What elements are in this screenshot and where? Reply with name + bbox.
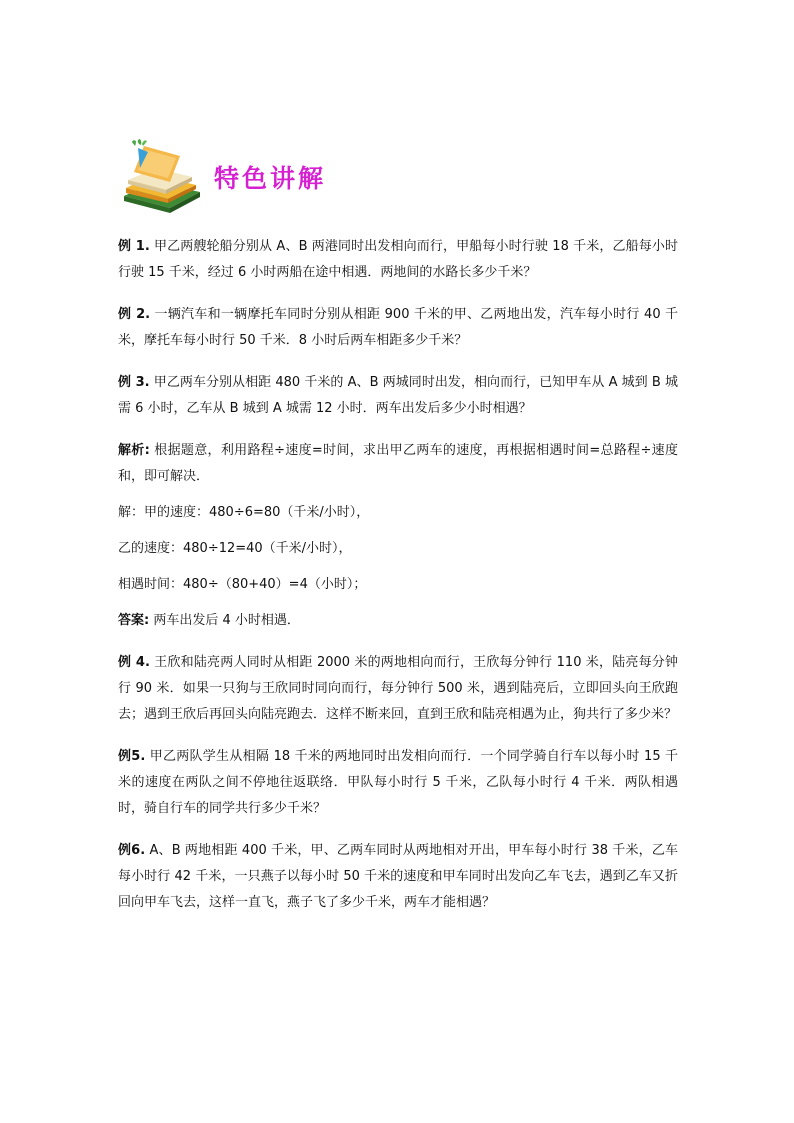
example-label: 例 2. <box>118 307 151 322</box>
example-label: 例 1. <box>118 239 150 254</box>
example-label: 例 4. <box>118 655 150 670</box>
analysis <box>118 438 678 490</box>
book-stack-with-carrot-icon <box>118 138 204 214</box>
answer-text: 两车出发后 4 小时相遇． <box>153 613 300 628</box>
example-label: 例6. <box>118 843 146 858</box>
analysis-label: 解析: <box>118 443 150 458</box>
section-title: 特色讲解 <box>214 164 327 193</box>
example-text: 王欣和陆亮两人同时从相距 2000 米的两地相向而行，王欣每分钟行 110 米，陆亮每分钟行 90 米．如果一只狗与王欣同时同向而行，每分钟行 500 米，遇到陆亮后，立即回头向王欣跑去；遇到王欣后再回头向陆亮跑去．这样不断来回，直到王欣和陆亮相遇为止，狗共行了多少米？ <box>118 655 678 722</box>
example-3 <box>118 370 678 422</box>
example-label: 例5. <box>118 749 146 764</box>
analysis-text: 根据题意，利用路程÷速度=时间，求出甲乙两车的速度，再根据相遇时间=总路程÷速度和，即可解决． <box>118 443 678 484</box>
example-label: 例 3. <box>118 375 150 390</box>
example-text: 甲乙两车分别从相距 480 千米的 A、B 两城同时出发，相向而行，已知甲车从 A 城到 B 城需 6 小时，乙车从 B 城到 A 城需 12 小时．两车出发后多少小时相遇？ <box>118 375 678 416</box>
example-6 <box>118 838 678 916</box>
document-body <box>118 234 678 932</box>
solution-line-2: 乙的速度：480÷12=40（千米/小时）， <box>118 541 352 556</box>
example-5 <box>118 744 678 822</box>
answer <box>118 608 678 634</box>
solution-line-1: 解：甲的速度：480÷6=80（千米/小时）， <box>118 505 370 520</box>
example-text: A、B 两地相距 400 千米，甲、乙两车同时从两地相对开出，甲车每小时行 38 千米，乙车每小时行 42 千米，一只燕子以每小时 50 千米的速度和甲车同时出发向乙车飞去，遇到乙车又折回向甲车飞去，这样一直飞，燕子飞了多少千米，两车才能相遇？ <box>118 843 678 910</box>
section-header <box>118 138 378 218</box>
example-2 <box>118 302 678 354</box>
example-4 <box>118 650 678 728</box>
example-text: 甲乙两艘轮船分别从 A、B 两港同时出发相向而行，甲船每小时行驶 18 千米，乙船每小时行驶 15 千米，经过 6 小时两船在途中相遇．两地间的水路长多少千米？ <box>118 239 678 280</box>
example-1 <box>118 234 678 286</box>
example-text: 一辆汽车和一辆摩托车同时分别从相距 900 千米的甲、乙两地出发，汽车每小时行 40 千米，摩托车每小时行 50 千米．8 小时后两车相距多少千米？ <box>118 307 678 348</box>
answer-label: 答案: <box>118 613 150 628</box>
example-text: 甲乙两队学生从相隔 18 千米的两地同时出发相向而行．一个同学骑自行车以每小时 15 千米的速度在两队之间不停地往返联络．甲队每小时行 5 千米，乙队每小时行 4 千米．两队相遇时，骑自行车的同学共行多少千米？ <box>118 749 679 816</box>
solution-line-3: 相遇时间：480÷（80+40）=4（小时）； <box>118 577 367 592</box>
